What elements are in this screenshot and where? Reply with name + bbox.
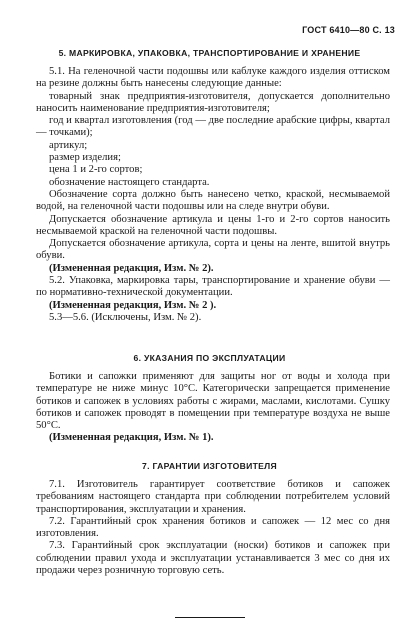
paragraph-article-price-marking: Допускается обозначение артикула и цены 1-го и 2-го сортов наносить несмываемой краской на геленочной части подошвы. [36,213,390,237]
revision-note: (Измененная редакция, Изм. № 2). [49,262,214,274]
paragraph-7-3: 7.3. Гарантийный срок эксплуатации (носки) ботиков и сапожек при соблюдении правил ухода и эксплуатации устанавливается 3 мес со дня их продажи через розничную торговую сеть. [36,540,390,577]
paragraph-ribbon-marking: Допускается обозначение артикула, сорта и цены на ленте, вшитой внутрь обуви. [36,238,390,262]
paragraph-year-quarter: год и квартал изготовления (год — две последние арабские цифры, квартал — точками); [36,115,390,139]
section-6-body [36,371,390,445]
paragraph-usage: Ботики и сапожки применяют для защиты ног от воды и холода при температуре не ниже минус 10°С. Категорически запрещается применение ботиков и сапожек в условиях работы с жирами, маслами, кислотами. Сушку ботиков и сапожек проводят в помещении при температуре воздуха не выше 50°С. [36,371,390,432]
paragraph-5-2: 5.2. Упаковка, маркировка тары, транспортирование и хранение обуви — по нормативно-технической документации. [36,275,390,299]
paragraph-grade-marking: Обозначение сорта должно быть нанесено четко, краской, несмываемой водой, на геленочной части подошвы или на следе внутри обуви. [36,188,390,213]
section-7-title: 7. ГАРАНТИИ ИЗГОТОВИТЕЛЯ [142,461,277,471]
paragraph-7-1: 7.1. Изготовитель гарантирует соответствие ботиков и сапожек требованиям настоящего стандарта при соблюдении потребителем условий транспортирования, эксплуатации и хранения. [36,479,390,515]
section-6-title: 6. УКАЗАНИЯ ПО ЭКСПЛУАТАЦИИ [133,353,286,363]
paragraph-7-2: 7.2. Гарантийный срок хранения ботиков и сапожек — 12 мес со дня изготовления. [36,515,390,540]
end-rule [175,617,245,618]
paragraph-5-3-5-6: 5.3—5.6. (Исключены, Изм. № 2). [49,311,202,323]
paragraph-price: цена 1 и 2-го сортов; [49,164,143,176]
revision-note: (Измененная редакция, Изм. № 2 ). [49,299,217,311]
paragraph-size: размер изделия; [49,152,121,164]
paragraph-trademark: товарный знак предприятия-изготовителя, допускается дополнительно наносить наименование предприятия-изготовителя; [36,90,390,114]
paragraph-article: артикул; [49,139,88,151]
section-5-title: 5. МАРКИРОВКА, УПАКОВКА, ТРАНСПОРТИРОВАНИЕ И ХРАНЕНИЕ [58,48,361,58]
section-7-body [36,479,390,577]
page-header: ГОСТ 6410—80 С. 13 [302,25,395,35]
paragraph-standard-designation: обозначение настоящего стандарта. [49,176,210,188]
section-5-body [36,66,390,324]
revision-note: (Измененная редакция, Изм. № 1). [49,432,214,444]
paragraph-5-1: 5.1. На геленочной части подошвы или каблуке каждого изделия оттиском на резине должны быть нанесены следующие данные: [36,66,390,90]
